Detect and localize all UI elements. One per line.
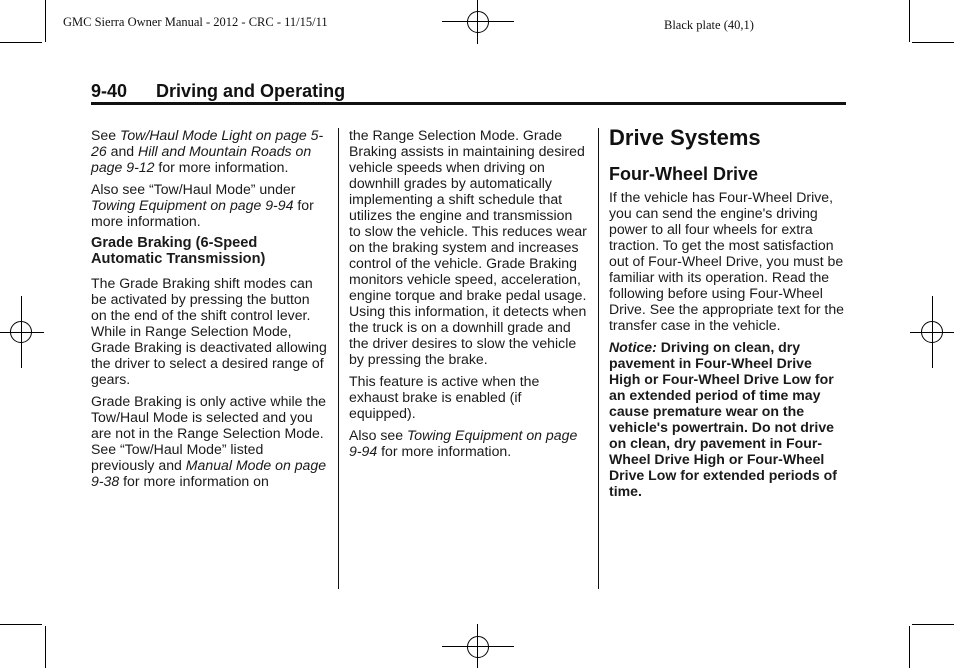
- column-3: [609, 126, 845, 505]
- notice-text: Driving on clean, dry pavement in Four-Wheel Drive High or Four-Wheel Drive Low for an extended period of time may cause premature wear on the vehicle's powertrain. Do not drive on clean, dry pavement in Four-Wheel Drive High or Four-Wheel Drive Low for extended periods of time.: [609, 339, 837, 499]
- registration-mark-top: [442, 0, 514, 44]
- section-title: Driving and Operating: [156, 81, 346, 101]
- cross-reference-link[interactable]: Hill and Mountain Roads on page 9-12: [91, 143, 312, 175]
- paragraph: Grade Braking is only active while the Tow/Haul Mode is selected and you are not in the Range Selection Mode. See “Tow/Haul Mode” listed previously and Manual Mode on page 9-38 for more information on: [91, 393, 327, 489]
- column-1: [91, 127, 327, 495]
- notice-label: Notice:: [609, 339, 657, 355]
- notice-paragraph: [609, 339, 845, 499]
- paragraph: If the vehicle has Four-Wheel Drive, you can send the engine's driving power to all four wheels for extra traction. To get the most satisfaction out of Four-Wheel Drive, you must be familiar with its operation. Read the following before using Four-Wheel Drive. See the appropriate text for the transfer case in the vehicle.: [609, 189, 845, 333]
- paragraph: See Tow/Haul Mode Light on page 5-26 and Hill and Mountain Roads on page 9-12 for more information.: [91, 127, 324, 175]
- column-2: [349, 127, 587, 465]
- paragraph: This feature is active when the exhaust brake is enabled (if equipped).: [349, 373, 540, 421]
- print-header-right: Black plate (40,1): [664, 18, 754, 32]
- registration-mark-right: [910, 296, 954, 368]
- paragraph: the Range Selection Mode. Grade Braking assists in maintaining desired vehicle speeds when driving on downhill grades by automatically implementing a shift schedule that utilizes the engine and transmission to slow the vehicle. This reduces wear on the braking system and increases control of the vehicle. Grade Braking monitors vehicle speed, acceleration, engine torque and brake pedal usage. Using this information, it detects when the truck is on a downhill grade and the driver desires to slow the vehicle by pressing the brake.: [349, 127, 587, 367]
- crop-mark-bottom-right-vertical: [909, 626, 910, 668]
- cross-reference-link[interactable]: Towing Equipment on page 9-94: [91, 197, 294, 213]
- registration-mark-bottom: [442, 624, 514, 668]
- section-header: [91, 81, 846, 102]
- paragraph: The Grade Braking shift modes can be activated by pressing the button on the end of the shift control lever. While in Range Selection Mode, Grade Braking is deactivated allowing the driver to select a desired range of gears.: [91, 275, 327, 387]
- crop-mark-top-left-vertical: [45, 0, 46, 42]
- cross-reference-link[interactable]: Tow/Haul Mode Light on page 5-26: [91, 127, 324, 159]
- subsection-heading: Grade Braking (6-Speed Automatic Transmission): [91, 235, 266, 267]
- subsection-title-four-wheel-drive: Four-Wheel Drive: [609, 164, 759, 184]
- paragraph: Also see Towing Equipment on page 9-94 for more information.: [349, 427, 578, 459]
- page-number: 9-40: [91, 81, 128, 101]
- crop-mark-bottom-left-vertical: [45, 626, 46, 668]
- crop-mark-top-left-horizontal: [0, 42, 42, 43]
- cross-reference-link[interactable]: Towing Equipment on page 9-94: [349, 427, 578, 459]
- column-divider: [598, 128, 599, 589]
- section-title-drive-systems: Drive Systems: [609, 125, 761, 150]
- crop-mark-top-right-horizontal: [912, 42, 954, 43]
- registration-mark-left: [0, 296, 44, 368]
- crop-mark-bottom-right-horizontal: [912, 624, 954, 625]
- crop-mark-top-right-vertical: [909, 0, 910, 42]
- section-rule: [91, 102, 846, 105]
- print-header-left: GMC Sierra Owner Manual - 2012 - CRC - 11/15/11: [63, 15, 328, 29]
- paragraph: Also see “Tow/Haul Mode” under Towing Equipment on page 9-94 for more information.: [91, 181, 314, 229]
- column-divider: [338, 128, 339, 589]
- crop-mark-bottom-left-horizontal: [0, 624, 42, 625]
- cross-reference-link[interactable]: Manual Mode on page 9-38: [91, 457, 327, 489]
